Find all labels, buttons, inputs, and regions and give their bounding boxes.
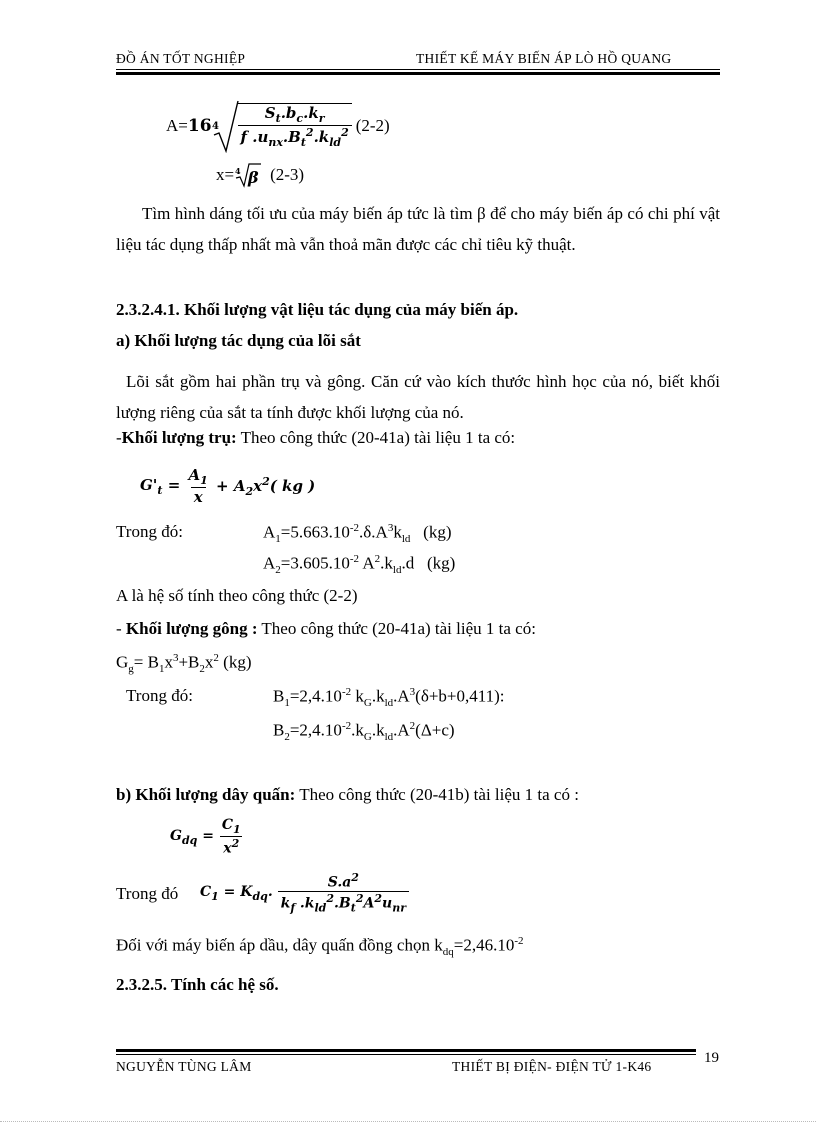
paragraph-optimal-shape <box>116 198 720 260</box>
gong-text: Theo công thức (20-41a) tài liệu 1 ta có: <box>257 619 536 638</box>
svg-text:4: 4 <box>211 121 219 132</box>
formula-x-prefix: x= <box>216 165 235 184</box>
formula-A1: $A_1=5.663.10^{-2}.\delta.A^3k_{ld}$ (kg) <box>263 522 452 546</box>
formula-B2: $B_2=2,4.10^{-2}.k_G.k_{ld}.A^2(\Delta+c)$ <box>273 720 455 744</box>
trong-do-1: Trong đó: <box>116 522 183 541</box>
tru-text: Theo công thức (20-41a) tài liệu 1 ta có: <box>236 428 516 447</box>
a-note: A là hệ số tính theo công thức (2-2) <box>116 586 358 605</box>
winding-line <box>116 785 579 805</box>
formula-A <box>166 96 390 156</box>
header-rule-thin <box>116 69 720 70</box>
tru-label: Khối lượng trụ: <box>121 428 237 447</box>
oil-text-2: =2,46.10 <box>453 935 515 955</box>
formula-A-prefix: A= <box>166 116 188 135</box>
winding-label: b) Khối lượng dây quấn: <box>116 785 296 804</box>
formula-G-tru: $G'_t$ = $\frac{A_1}{x}$ + $A_2x^2$( kg ) <box>140 466 316 506</box>
formula-A-fraction: $\frac{S_t.b_c.k_r}{f .u_{nx}.B_t^2.k_{ld}^2}$ <box>238 103 352 149</box>
paragraph-optimal-shape-text: Tìm hình dáng tối ưu của máy biến áp tức là tìm β để cho máy biến áp có chi phí vật liệu tác dụng thấp nhất mà vẫn thoả mãn được các chỉ tiêu kỹ thuật. <box>116 204 720 254</box>
svg-text:4: 4 <box>235 166 241 176</box>
footer-rule-thick <box>116 1049 696 1052</box>
section-heading-coefficients: 2.3.2.5. Tính các hệ số. <box>116 975 279 994</box>
section-heading-mass: 2.3.2.4.1. Khối lượng vật liệu tác dụng của máy biến áp. <box>116 300 519 319</box>
gong-label: Khối lượng gông : <box>125 619 258 638</box>
footer-rule-thin <box>116 1054 696 1055</box>
formula-x <box>216 162 304 188</box>
svg-text:β: β <box>248 168 259 187</box>
page-bottom-border <box>0 1121 816 1122</box>
radical-sign-icon <box>210 99 240 153</box>
trong-do-3: Trong đó <box>116 884 179 903</box>
winding-text: Theo công thức (20-41b) tài liệu 1 ta có : <box>295 785 579 804</box>
gong-line: - Khối lượng gông : Theo công thức (20-41a) tài liệu 1 ta có: <box>116 619 536 638</box>
formula-A-coef: 16 <box>187 116 212 136</box>
paragraph-core-text: Lõi sắt gồm hai phần trụ và gông. Căn cứ vào kích thước hình học của nó, biết khối lượng riêng của sắt ta tính được khối lượng của nó. <box>116 372 720 422</box>
oil-text-1: Đối với máy biến áp dầu, dây quấn đồng chọn k <box>116 935 443 955</box>
tru-line: -Khối lượng trụ: Theo công thức (20-41a) tài liệu 1 ta có: <box>116 428 516 447</box>
formula-Gg: $G_g= B_1x^3+B_2x^2$ (kg) <box>116 652 252 676</box>
formula-C1: $C_1 = K_{dq}$. $\frac{S.a^2}{k_f .k_{ld}^2.B_t^2A^2u_{nr}}$ <box>200 868 409 918</box>
header-rule-thick <box>116 72 720 75</box>
footer-right: THIẾT BỊ ĐIỆN- ĐIỆN TỬ 1-K46 <box>452 1059 652 1074</box>
formula-Gdq: $G_{dq}$ = $\frac{C_1}{x^2}$ <box>170 817 241 857</box>
header-left: ĐỒ ÁN TỐT NGHIỆP <box>116 51 246 66</box>
radical-sign-small-icon <box>234 162 262 188</box>
paragraph-core <box>116 366 720 428</box>
page-number: 19 <box>704 1050 719 1066</box>
formula-x-label: (2-3) <box>270 165 305 184</box>
header-right: THIẾT KẾ MÁY BIẾN ÁP LÒ HỒ QUANG <box>416 51 672 66</box>
formula-A2: $A_2=3.605.10^{-2}$ $A^2.k_{ld}.d$ (kg) <box>263 553 456 577</box>
subheading-core-mass: a) Khối lượng tác dụng của lõi sắt <box>116 331 361 350</box>
footer-left: NGUYỄN TÙNG LÂM <box>116 1059 252 1074</box>
formula-B1: $B_1=2,4.10^{-2}$ $k_G.k_{ld}.A^3(\delta+b+0,411)$: <box>273 686 505 710</box>
formula-A-label: (2-2) <box>355 116 390 135</box>
oil-transformer-line: Đối với máy biến áp dầu, dây quấn đồng chọn $k_{dq}=2,46.10^{-2}$ <box>116 935 524 959</box>
trong-do-2: Trong đó: <box>126 686 193 705</box>
